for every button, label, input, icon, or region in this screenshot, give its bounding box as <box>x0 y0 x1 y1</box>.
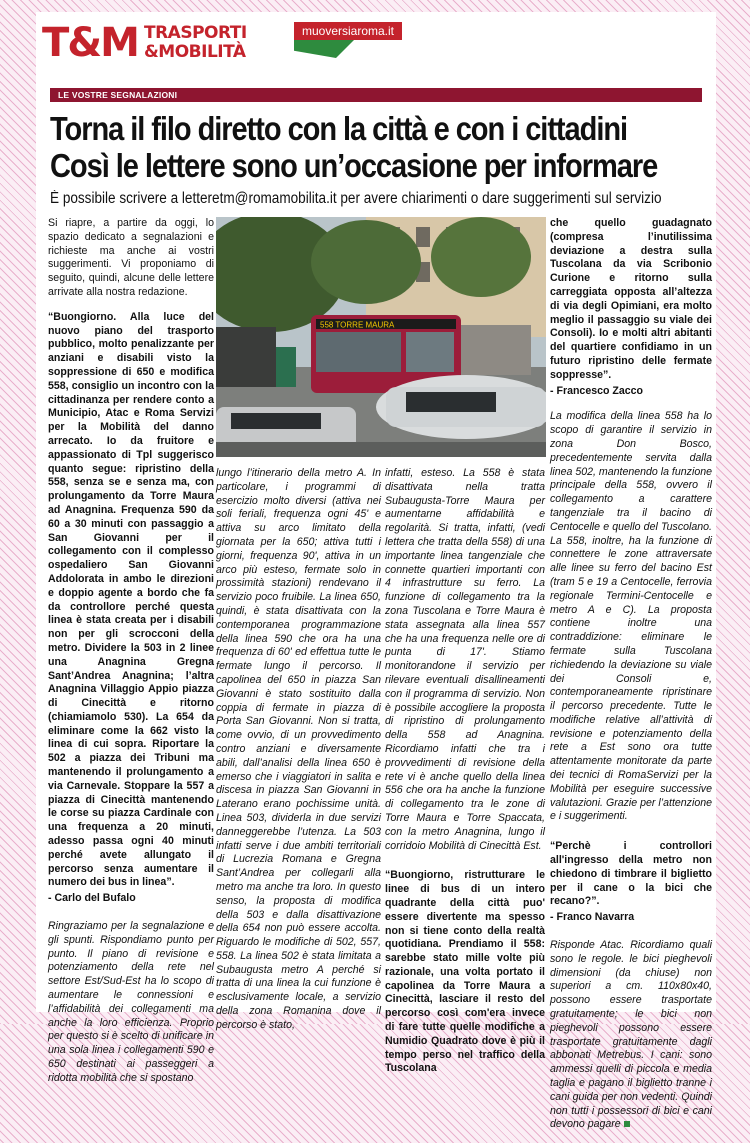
reply-1-start: Ringraziamo per la segnalazione e gli spunti. Rispondiamo punto per punto. Il piano di revisione e potenziamento della rete nel settore Est/Sud-Est ha lo scopo di aumentare le connessioni e l’affidabilità dei collegamenti ma anche la loro efficienza. Proprio per questo si è scelto di unificare in una sola linea i collegamenti 590 e 650 destinati ai passeggeri a ridotta mobilità che si spostano <box>48 920 214 1084</box>
logo-line-1: TRASPORTI <box>143 23 247 43</box>
end-square-icon <box>624 1121 630 1127</box>
reply-2: La modifica della linea 558 ha lo scopo di garantire il servizio in zona Don Bosco, precedentemente servita dalla linea 502, mantenendo la funzione principale della 558, ovvero il collegamento a carattere tangenziale tra il bacino di Centocelle e quello del Tuscolano. La 558, inoltre, ha la funzione di connettere le zone attraversate alle linee su ferro del bacino Est (tram 5 e 19 a Centocelle, ferrovia regionale Termini-Centocelle e metro A e C). La proposta contiene inoltre una contraddizione: eliminare le fermate sulla Tuscolana richiedendo la deviazione su viale dei Consoli e, contemporaneamente ripristinare il percorso precedente. Tutte le modifiche relative all’attività di revisione e potenziamento della rete a Est sono ora tutte attentamente monitorate da parte dei tecnici di RomaServizi per la Mobilità per eseguire successive valutazioni. Grazie per l’attenzione e i suggerimenti. <box>550 410 712 823</box>
tm-logo <box>42 20 247 66</box>
headline <box>50 110 658 184</box>
logo-wordmark <box>144 24 247 62</box>
letter-1: “Buongiorno. Alla luce del nuovo piano del trasporto pubblico, molto penalizzante per anziani e disabili visto la soppressione di 650 e modifica 558, consiglio un incontro con la cittadinanza per rendere conto a Municipio, Atac e Roma Servizi per la Mobilità del danno arrecato. Io da fruitore e appassionato di Tpl suggerisco quanto segue: ripristino della 558, senza se e senza ma, con prolungamento da Torre Maura ad Anagnina. Frequenza 590 da 60 a 30 minuti con passaggio a San Giovanni per il collegamento con il complesso ospedaliero San Giovanni Addolorata in ambo le direzioni e doppio agente a bordo che fa da controllore perché questa linea è stata creata per i disabili non per gli scrocconi della metro. Dividere la 503 in 2 linee una Anagnina Gregna Sant’Andrea Anagnina; l’altra Anagnina Villaggio Appio piazza di Cinecittà e ritorno (chiamiamolo 530). La 654 da eliminare come la 662 visto la linea di cui sopra. Riportare la 502 a piazza dei Tribuni ma mantenendo il prolungamento a via Carnevale. Stoppare la 557 a piazza di Cinecittà mantenendo le corse su piazza Cardinale con una frequenza a 20 minuti, adesso passa ogni 40 minuti perché avete allungato il percorso senza aumentare il numero dei bus in linea”. <box>48 310 214 889</box>
letter-2-end: che quello guadagnato (compresa l’inutilissima deviazione a destra sulla Tuscolana da via Scribonio Curione e ritorno sulla carreggiata opposta all’altezza di via degli Opimiani, era molto meglio il passaggio su viale dei Consoli). Io e molti altri abitanti del quartiere confidiamo in un futuro ripristino delle fermate soppresse”. <box>550 217 712 381</box>
article-column-2 <box>216 467 381 1044</box>
article-column-4 <box>550 217 712 1143</box>
bus-photo-illustration <box>216 217 546 457</box>
bus-photo <box>216 217 546 457</box>
intro-paragraph: Si riapre, a partire da oggi, lo spazio dedicato a segnalazioni e richieste ma anche ai vostri suggerimenti. Vi proponiamo di seguito, quindi, alcune delle lettere arrivate alla nostra redazione. <box>48 217 214 298</box>
reply-1-continued: lungo l’itinerario della metro A. In particolare, i programmi di esercizio molto diversi (attiva nei soli feriali, frequenza ogni 45' e attiva su arco limitato della giornata per la 650; attiva tutti i giorni, frequenza 90', attiva in un arco più esteso, fermate solo in prossimità stazioni) rendevano il servizio poco fruibile. La linea 650, quindi, è stata disattivata con la contemporanea programmazione della linea 590 che ora ha una frequenza di 60' ed effettua tutte le fermate lungo il percorso. Il capolinea del 650 in piazza San Giovanni è stato sostituito dalla coppia di fermate in piazza di Porta San Giovanni. Non si tratta, come ovvio, di un provvedimento contro anziani e diversamente abili, dall’analisi della linea 650 è emerso che i viaggiatori in salita e discesa in piazza San Giovanni in Laterano erano pochissime unità. Linea 503, dividerla in due servizi danneggerebbe l’utenza. La 503 infatti serve i due ambiti territoriali di Lucrezia Romana e Gregna Sant’Andrea per collegarli alla metro ma anche tra loro. In questo senso, la proposta di modifica della 503 e dalla disattivazione della 654 non può essere accolta. Riguardo le modifiche di 502, 557, 558. La linea 502 è stata limitata a Subaugusta metro A perché si tratta di una linea la cui funzione è esclusivamente locale, a servizio della zona Romanina dove il percorso è stato, <box>216 467 381 1031</box>
letter-2-signature: - Francesco Zacco <box>550 384 644 397</box>
headline-line-2: Così le lettere sono un’occasione per informare <box>50 147 658 184</box>
reply-1-end: infatti, esteso. La 558 è stata disattivata nella tratta Subaugusta-Torre Maura per aumentarne affidabilità e regolarità. Si tratta, infatti, (vedi lettera che tratta della 558) di una importante linea tangenziale che connette quartieri importanti con 4 infrastrutture su ferro. La funzione di collegamento tra la zona Tuscolana e Torre Maura è stata assegnata alla linea 557 che ha una frequenza nelle ore di punta di 17'. Stiamo monitorandone il servizio per rilevare eventuali disallineamenti con il programma di servizio. Non è possibile accogliere la proposta di ripristino di prolungamento della 558 ad Anagnina. Ricordiamo infatti che tra i provvedimenti di revisione della rete vi è anche quello della linea 556 che ora ha anche la funzione di collegamento tra le zone di Torre Maura e Torre Spaccata, con la metro Anagnina, lungo il corridoio Mobilità di Cinecittà Est. <box>385 467 545 852</box>
letter-3: “Perchè i controllori all'ingresso della metro non chiedono di timbrare il biglietto per il cane o la bici che recano?”. <box>550 840 712 908</box>
site-badge: muoversiaroma.it <box>294 22 402 40</box>
headline-line-1: Torna il filo diretto con la città e con i cittadini <box>50 110 628 147</box>
section-label: LE VOSTRE SEGNALAZIONI <box>50 88 702 102</box>
article-column-1 <box>48 217 214 1097</box>
flag-ribbon-icon <box>294 40 354 58</box>
article-column-3 <box>385 467 545 1087</box>
bus-destination-sign: 558 TORRE MAURA <box>320 320 395 330</box>
logo-line-2: &MOBILITÀ <box>143 42 246 62</box>
letter-3-signature: - Franco Navarra <box>550 911 635 924</box>
reply-3-text: Risponde Atac. Ricordiamo quali sono le regole. le bici pieghevoli dimensioni (da chiuse) non superiori a cm. 110x80x40, possono essere trasportate gratuitamente; le bici non pieghevoli possono essere trasportate gratuitamente dagli abbonati Metrebus. I cani: sono ammessi quelli di piccola e media taglia e pagano il biglietto tranne i cani guida per non vedenti. Quindi non tutti i possessori di bici e cani devono pagare <box>550 939 712 1131</box>
letter-2-start: “Buongiorno, ristrutturare le linee di bus di un intero quadrante della città puo' essere divertente ma spesso non si tiene conto della realtà quotidiana. Prendiamo il 558: sarebbe stato mille volte più razionale, una volta portato il capolinea da Torre Maura a Cinecittà, lasciare il resto del percorso così com'era invece di fare tutte quelle modifiche a Numidio Quadrato dove è più il tempo perso nel traffico della Tuscolana <box>385 869 545 1075</box>
letter-1-signature: - Carlo del Bufalo <box>48 892 136 905</box>
logo-tm-mark: T&M <box>42 20 138 66</box>
newspaper-page <box>36 12 716 1131</box>
subheadline: È possibile scrivere a letteretm@romamobilita.it per avere chiarimenti o dare suggerimenti sul servizio <box>50 190 662 207</box>
reply-3 <box>550 939 712 1132</box>
